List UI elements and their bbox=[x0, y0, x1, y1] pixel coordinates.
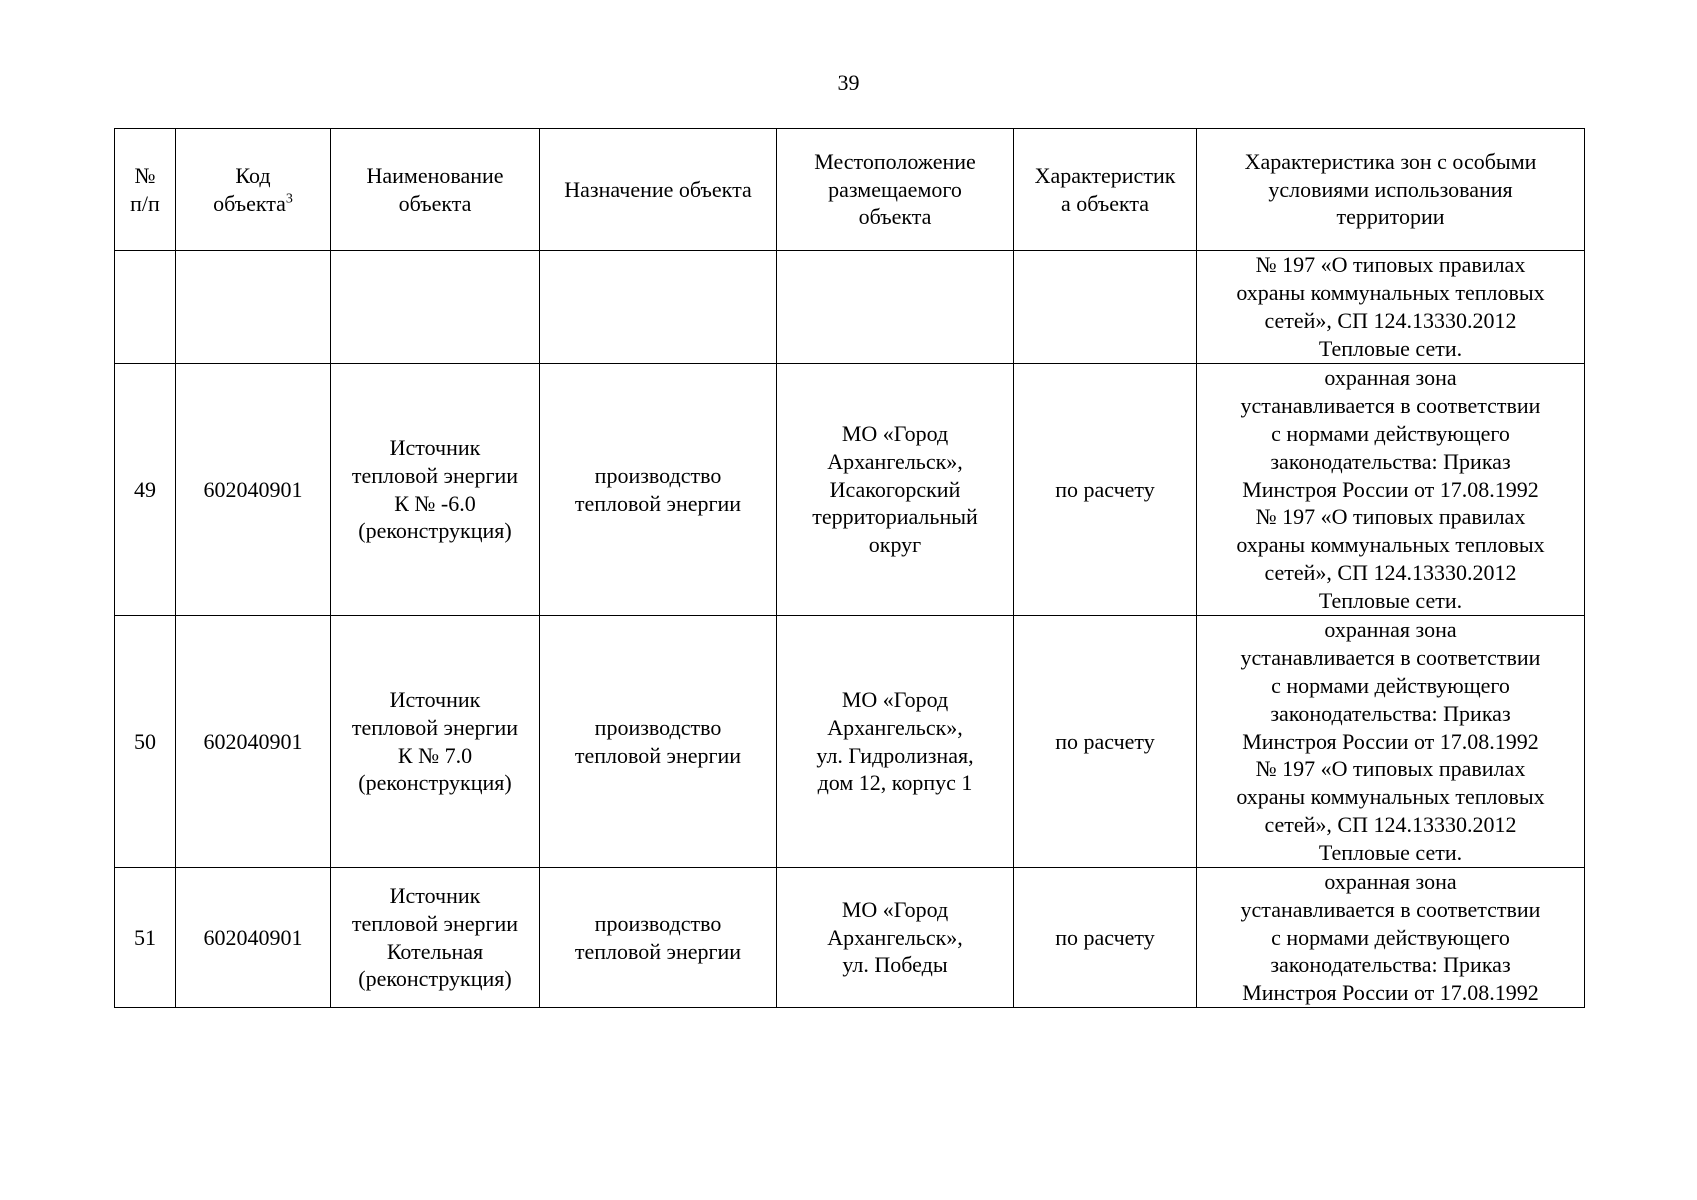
objects-table bbox=[114, 128, 1585, 1008]
table-row-continuation bbox=[115, 251, 1585, 364]
cell-num: 50 bbox=[115, 616, 176, 868]
cell-zones: охранная зона устанавливается в соответствии с нормами действующего законодательства: Приказ Минстроя России от 17.08.1992 bbox=[1197, 868, 1585, 1008]
header-num: № п/п bbox=[115, 129, 176, 251]
cell-location: МО «Город Архангельск», ул. Гидролизная, дом 12, корпус 1 bbox=[777, 616, 1014, 868]
cell-name bbox=[331, 251, 540, 364]
cell-code: 602040901 bbox=[176, 364, 331, 616]
cell-characteristic bbox=[1014, 251, 1197, 364]
cell-location: МО «Город Архангельск», Исакогорский территориальный округ bbox=[777, 364, 1014, 616]
cell-zones: охранная зона устанавливается в соответствии с нормами действующего законодательства: Приказ Минстроя России от 17.08.1992 № 197 «О типовых правилах охраны коммунальных тепловых сетей», СП 124.13330.2012 Тепловые сети. bbox=[1197, 616, 1585, 868]
cell-name: Источник тепловой энергии К № 7.0 (реконструкция) bbox=[331, 616, 540, 868]
cell-characteristic: по расчету bbox=[1014, 616, 1197, 868]
cell-characteristic: по расчету bbox=[1014, 364, 1197, 616]
cell-num: 49 bbox=[115, 364, 176, 616]
cell-name: Источник тепловой энергии Котельная (реконструкция) bbox=[331, 868, 540, 1008]
cell-location: МО «Город Архангельск», ул. Победы bbox=[777, 868, 1014, 1008]
cell-code: 602040901 bbox=[176, 868, 331, 1008]
header-code: Код объекта$^3$ bbox=[176, 129, 331, 251]
cell-code bbox=[176, 251, 331, 364]
header-row bbox=[115, 129, 1585, 251]
footnote-marker: 3 bbox=[285, 191, 293, 207]
cell-zones: охранная зона устанавливается в соответствии с нормами действующего законодательства: Приказ Минстроя России от 17.08.1992 № 197 «О типовых правилах охраны коммунальных тепловых сетей», СП 124.13330.2012 Тепловые сети. bbox=[1197, 364, 1585, 616]
table-row bbox=[115, 868, 1585, 1008]
cell-purpose: производство тепловой энергии bbox=[540, 616, 777, 868]
cell-purpose: производство тепловой энергии bbox=[540, 364, 777, 616]
cell-zones: № 197 «О типовых правилах охраны коммунальных тепловых сетей», СП 124.13330.2012 Тепловые сети. bbox=[1197, 251, 1585, 364]
cell-purpose bbox=[540, 251, 777, 364]
cell-location bbox=[777, 251, 1014, 364]
header-name: Наименование объекта bbox=[331, 129, 540, 251]
header-location: Местоположение размещаемого объекта bbox=[777, 129, 1014, 251]
cell-num: 51 bbox=[115, 868, 176, 1008]
table-row bbox=[115, 364, 1585, 616]
cell-code: 602040901 bbox=[176, 616, 331, 868]
cell-name: Источник тепловой энергии К № -6.0 (реконструкция) bbox=[331, 364, 540, 616]
table-row bbox=[115, 616, 1585, 868]
header-zones: Характеристика зон с особыми условиями использования территории bbox=[1197, 129, 1585, 251]
page-number: 39 bbox=[837, 70, 860, 95]
header-purpose: Назначение объекта bbox=[540, 129, 777, 251]
header-characteristic: Характеристик а объекта bbox=[1014, 129, 1197, 251]
cell-num bbox=[115, 251, 176, 364]
cell-characteristic: по расчету bbox=[1014, 868, 1197, 1008]
cell-purpose: производство тепловой энергии bbox=[540, 868, 777, 1008]
